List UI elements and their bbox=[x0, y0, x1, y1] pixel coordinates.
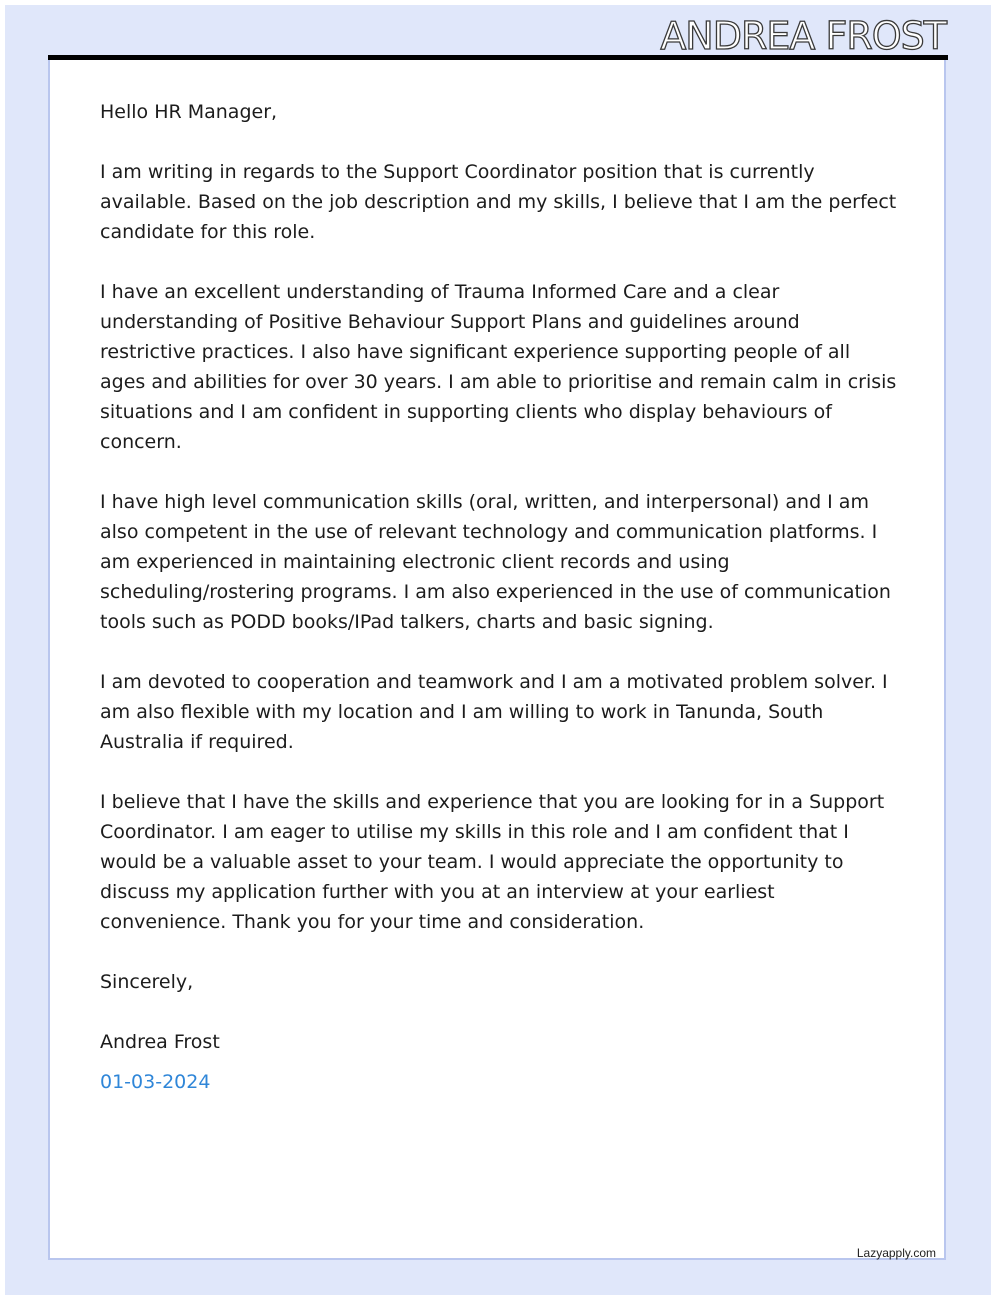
letter-paragraph: I am devoted to cooperation and teamwork and I am a motivated problem solver. I am also flexible with my location and I am willing to work in Tanunda, South Australia if required. bbox=[100, 671, 888, 753]
letter-signature: Andrea Frost bbox=[100, 1031, 220, 1053]
letter-paragraph: I believe that I have the skills and experience that you are looking for in a Support Coordinator. I am eager to utilise my skills in this role and I am confident that I would be a valuable asset to your team. I would appreciate the opportunity to discuss my application further with you at an interview at your earliest convenience. Thank you for your time and consideration. bbox=[100, 791, 885, 933]
letter-body bbox=[100, 97, 900, 1127]
letter-paragraph: I have high level communication skills (oral, written, and interpersonal) and I am also competent in the use of relevant technology and communication platforms. I am experienced in maintaining electronic client records and using scheduling/rostering programs. I am also experienced in the use of communication tools such as PODD books/IPad talkers, charts and basic signing. bbox=[100, 491, 891, 633]
letter-paragraph: I have an excellent understanding of Trauma Informed Care and a clear understanding of Positive Behaviour Support Plans and guidelines around restrictive practices. I also have significant experience supporting people of all ages and abilities for over 30 years. I am able to prioritise and remain calm in crisis situations and I am confident in supporting clients who display behaviours of concern. bbox=[100, 281, 897, 453]
letter-date: 01-03-2024 bbox=[100, 1071, 211, 1093]
watermark-text: Lazyapply.com bbox=[856, 1246, 936, 1260]
applicant-name-header: ANDREA FROST bbox=[660, 14, 946, 58]
letter-closing: Sincerely, bbox=[100, 971, 194, 993]
letter-greeting: Hello HR Manager, bbox=[100, 101, 278, 123]
letter-paragraph: I am writing in regards to the Support Coordinator position that is currently available. Based on the job description and my skills, I believe that I am the perfect candidate for this role. bbox=[100, 161, 897, 243]
